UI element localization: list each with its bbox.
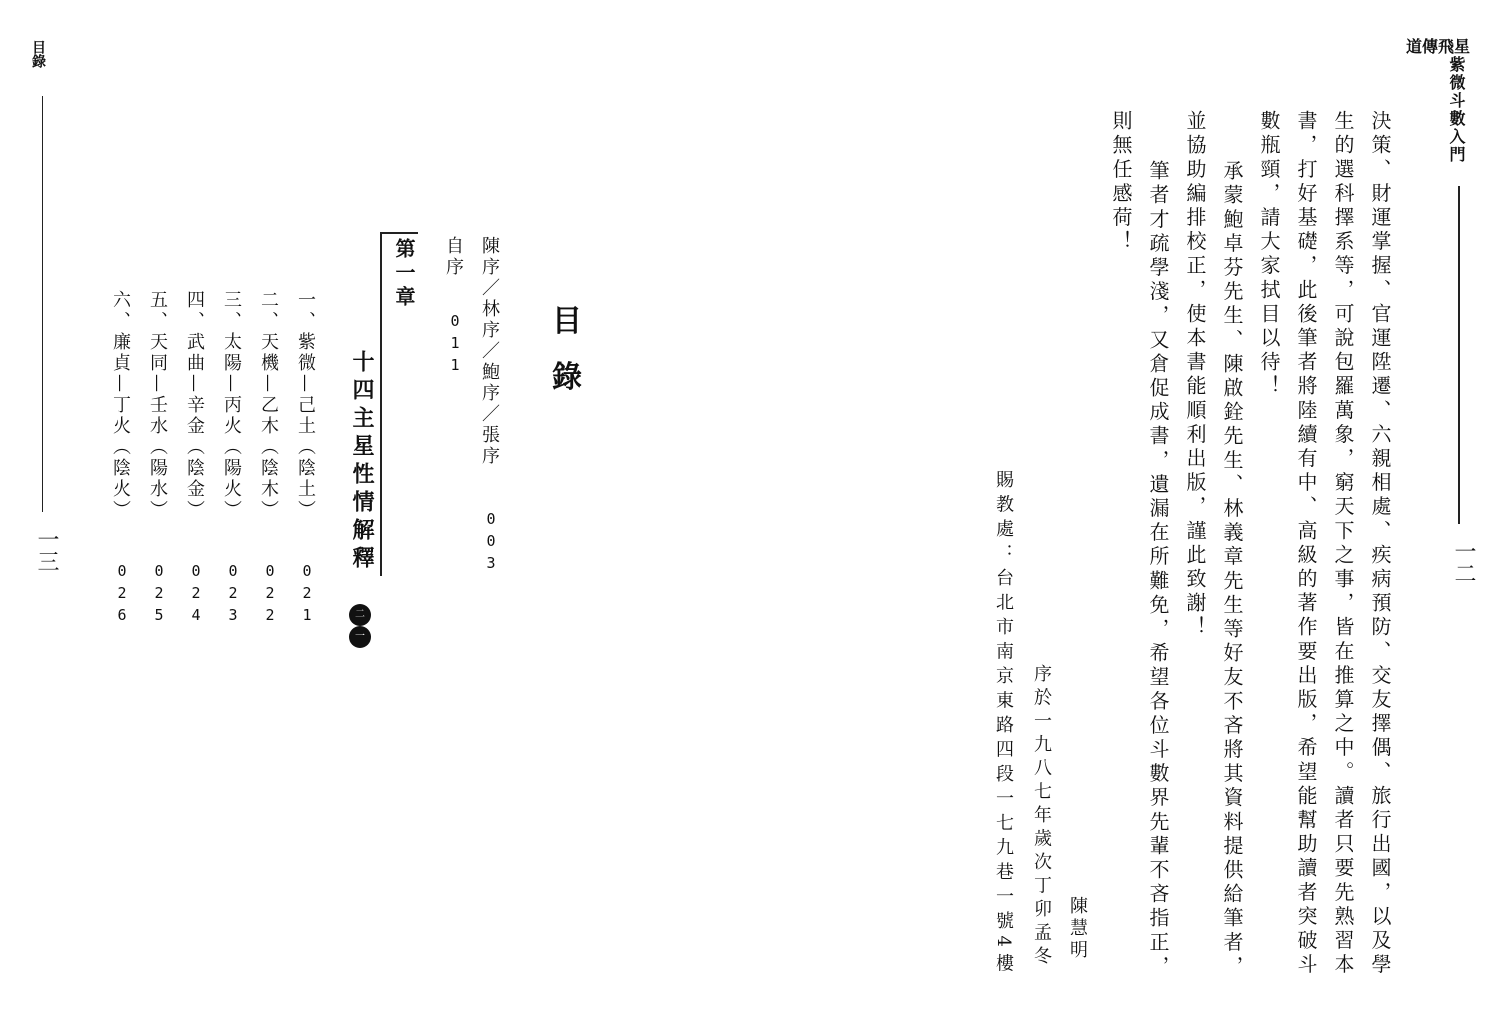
body-line-7: 筆者才疏學淺，又倉促成書，遺漏在所難免，希望各位斗數界先輩不吝指正，	[1146, 160, 1170, 980]
toc-entry-6-page: 026	[113, 562, 131, 628]
book-title: 道傳飛星	[1405, 37, 1470, 56]
toc-entry-1: 一、紫微—己土（陰土）	[295, 290, 316, 521]
chapter-title: 十四主星性情解釋	[349, 350, 375, 574]
body-line-3: 書，打好基礎，此後筆者將陸續有中、高級的著作要出版，希望能幫助讀者突破斗	[1294, 110, 1318, 978]
toc-entry-2: 二、天機—乙木（陰木）	[258, 290, 279, 521]
toc-own-preface-label: 自序	[443, 236, 464, 278]
toc-entry-3: 三、太陽—丙火（陽火）	[221, 290, 242, 521]
toc-entry-1-page: 021	[298, 562, 316, 628]
toc-entry-4: 四、武曲—辛金（陰金）	[184, 290, 205, 521]
chapter-badge-char-2: 一	[349, 626, 371, 648]
body-line-2: 生的選科擇系等，可說包羅萬象，窮天下之事，皆在推算之中。讀者只要先熟習本	[1331, 110, 1355, 978]
chapter-label: 第一章	[392, 238, 416, 310]
toc-title-char-1: 目	[552, 304, 582, 339]
toc-entry-5-page: 025	[150, 562, 168, 628]
header-rule	[1458, 186, 1460, 524]
body-line-6: 並協助編排校正，使本書能順利出版，謹此致謝！	[1183, 110, 1207, 641]
preface-date: 序於一九八七年歲次丁卯孟冬	[1031, 664, 1052, 970]
toc-title-char-2: 錄	[552, 360, 582, 395]
toc-entry-3-page: 023	[224, 562, 242, 628]
toc-entry-2-page: 022	[261, 562, 279, 628]
author-name: 陳慧明	[1067, 896, 1088, 963]
toc-own-preface-page: 011	[446, 312, 464, 378]
page-number-right: 一二	[1451, 540, 1476, 584]
toc-preface-label: 陳序／林序／鮑序／張序	[479, 236, 500, 467]
chapter-badge-char-1: 二	[349, 604, 371, 626]
book-subtitle: 紫微斗數入門	[1447, 56, 1466, 164]
toc-entry-6: 六、廉貞—丁火（陰火）	[110, 290, 131, 521]
header-rule-left	[42, 96, 43, 512]
body-line-8: 則無任感荷！	[1109, 110, 1133, 255]
running-header: 目錄	[30, 40, 46, 68]
body-line-4: 數瓶頸，請大家拭目以待！	[1257, 110, 1281, 400]
toc-preface-page: 003	[482, 510, 500, 576]
contact-address: 賜教處：台北市南京東路四段一七九巷一號4樓	[993, 470, 1014, 978]
body-line-1: 決策、財運掌握、官運陞遷、六親相處、疾病預防、交友擇偶、旅行出國，以及學	[1368, 110, 1392, 978]
toc-entry-5: 五、天同—壬水（陽水）	[147, 290, 168, 521]
toc-entry-4-page: 024	[187, 562, 205, 628]
page-number-left: 一三	[34, 528, 59, 572]
chapter-badge	[349, 604, 371, 648]
body-line-5: 承蒙鮑卓芬先生、陳啟銓先生、林義章先生等好友不吝將其資料提供給筆者，	[1220, 160, 1244, 980]
